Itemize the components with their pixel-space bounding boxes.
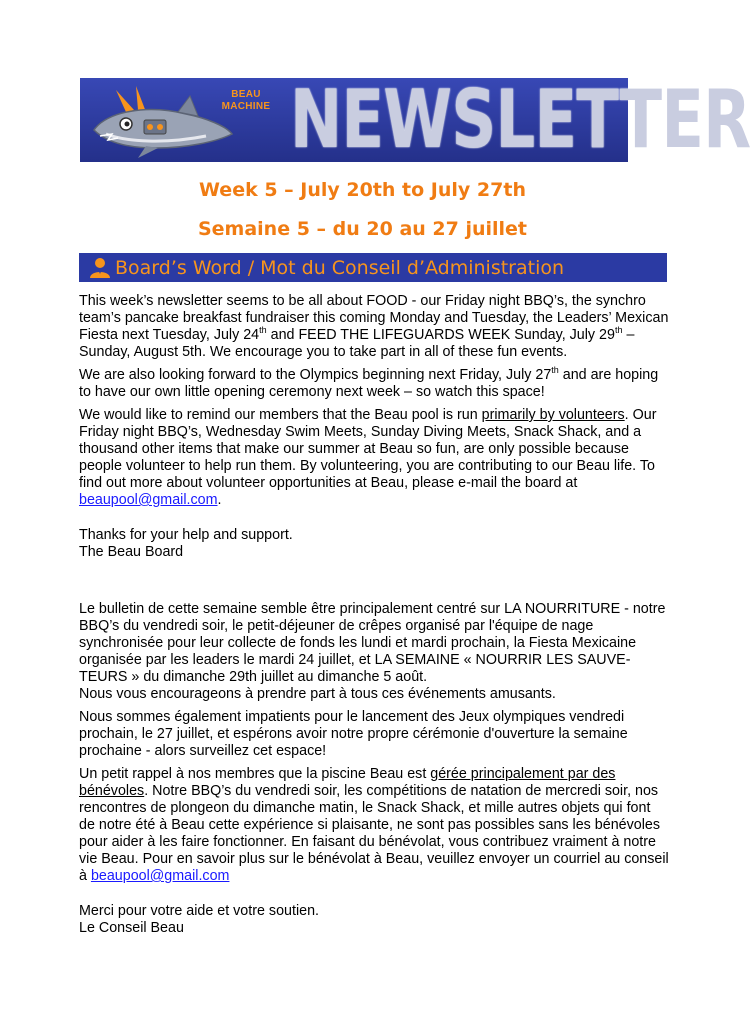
section-title: Board’s Word / Mot du Conseil d’Administration: [115, 256, 565, 279]
week-heading-en: Week 5 – July 20th to July 27th: [199, 179, 526, 201]
email-link-en[interactable]: beaupool@gmail.com: [79, 492, 218, 508]
volunteers-emphasis: primarily by volunteers: [481, 407, 625, 423]
fr-signoff: Merci pour votre aide et votre soutien. Le Conseil Beau: [79, 903, 319, 936]
section-header-bar: [79, 253, 667, 282]
banner-title: NEWSLETTER: [290, 73, 750, 166]
en-paragraph-food: This week’s newsletter seems to be all about FOOD - our Friday night BBQ’s, the synchro team’s pancake breakfast fundraiser this coming Monday and Tuesday, the Leaders’ Mexican Fiesta next Tuesday, July 24th and FEED THE LIFEGUARDS WEEK Sunday, July 29th – Sunday, August 5th. We encourage you to take part in all of these fun events.: [79, 293, 669, 360]
brand-label: BEAU MACHINE: [221, 89, 271, 112]
fr-paragraph-food: Le bulletin de cette semaine semble être principalement centré sur LA NOURRITURE - notre BBQ’s du vendredi soir, le petit-déjeuner de crêpes organisé par l'équipe de nage synchronisée pour leur collecte de fonds les lundi et mardi prochain, la Fiesta Mexicaine organisée par les leaders le mardi 24 juillet, et LA SEMAINE « NOURRIR LES SAUVE-TEURS » du dimanche 29th juillet au dimanche 5 août. Nous vous encourageons à prendre part à tous ces événements amusants.: [79, 601, 666, 702]
en-paragraph-olympics: We are also looking forward to the Olympics beginning next Friday, July 27th and are hoping to have our own little opening ceremony next week – so watch this space!: [79, 365, 659, 400]
person-icon: [89, 257, 111, 279]
fr-paragraph-olympics: Nous sommes également impatients pour le lancement des Jeux olympiques vendredi prochain, le 27 juillet, et espérons avoir notre propre cérémonie d'ouverture la semaine prochaine - alors surveillez cet espace!: [79, 709, 628, 759]
en-signoff: Thanks for your help and support. The Beau Board: [79, 527, 293, 560]
en-paragraph-volunteers: We would like to remind our members that the Beau pool is run primarily by volunteers. Our Friday night BBQ’s, Wednesday Swim Meets, Sunday Diving Meets, Snack Shack, and a thousand other items that make our summer at Beau so fun, are only possible because people volunteer to help run them. By volunteering, you are contributing to our Beau life. To find out more about volunteer opportunities at Beau, please e-mail the board at beaupool@gmail.com.: [79, 407, 657, 508]
fr-paragraph-volunteers: Un petit rappel à nos membres que la piscine Beau est gérée principalement par des bénévoles. Notre BBQ’s du vendredi soir, les compétitions de natation de mercredi soir, nos rencontres de plongeon du dimanche matin, le Snack Shack, et mille autres objets qui font de notre été à Beau cette expérience si plaisante, ne sont pas possibles sans les bénévoles pour aider à les faire fonctionner. En faisant du bénévolat, vous contribuez vraiment à notre vie Beau. Pour en savoir plus sur le bénévolat à Beau, veuillez envoyer un courriel au conseil à beaupool@gmail.com: [79, 766, 669, 884]
email-link-fr[interactable]: beaupool@gmail.com: [90, 868, 230, 884]
newsletter-banner: [80, 73, 750, 166]
article-body: [79, 293, 669, 943]
week-heading-fr: Semaine 5 – du 20 au 27 juillet: [197, 218, 528, 240]
volunteers-emphasis-fr: gérée principalement par des bénévoles: [79, 766, 616, 799]
